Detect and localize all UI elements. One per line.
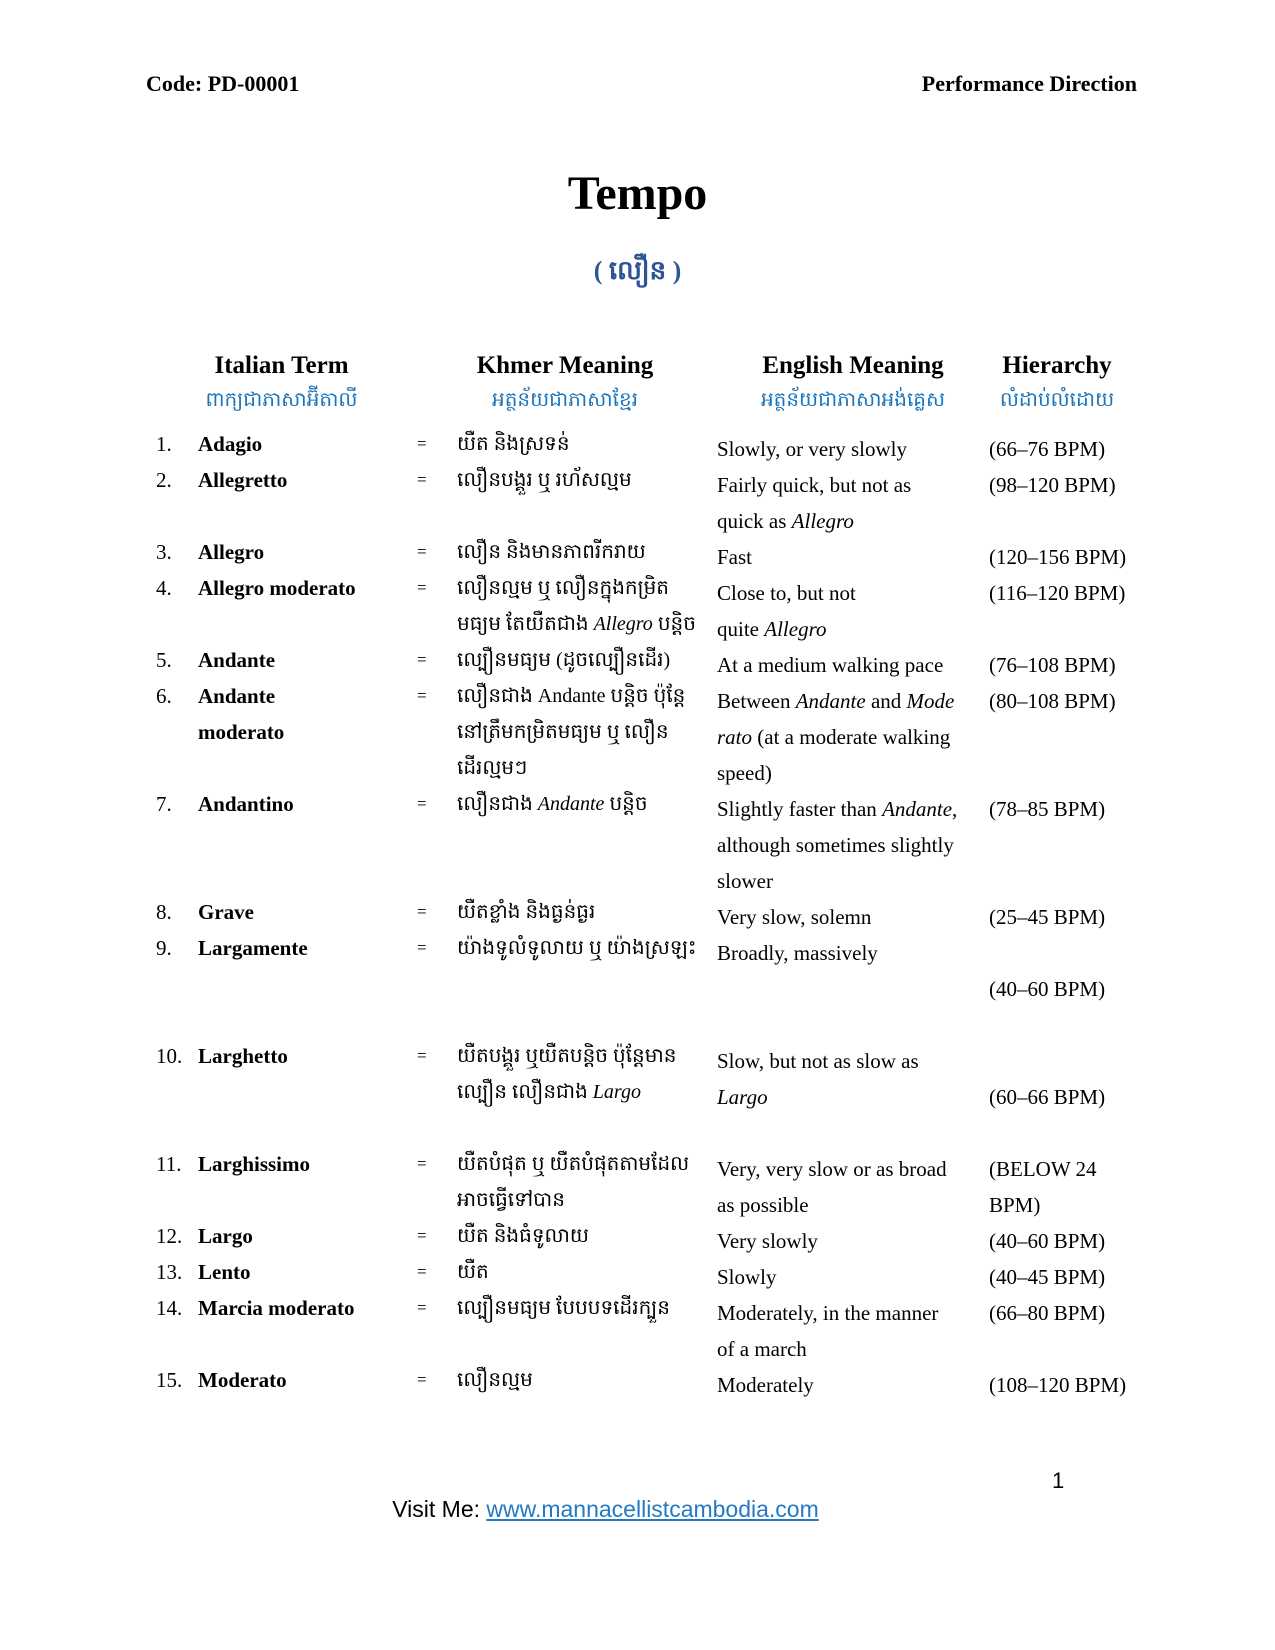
khmer-meaning-line: ល្បឿនមធ្យម បែបបទដើរក្បួន (457, 1297, 670, 1319)
equals-sign-line: = (417, 1262, 427, 1281)
row-number (150, 1254, 198, 1290)
row-number-line: 3. (156, 540, 172, 564)
khmer-meaning-line: លឿនល្មម ឬ លឿនក្នុងកម្រិត (457, 577, 669, 599)
row-number (150, 678, 198, 714)
table-row (150, 930, 1125, 1038)
equals-sign-line: = (417, 686, 427, 705)
english-meaning-line: At a medium walking pace (717, 653, 944, 677)
italian-term-line: Allegro (198, 540, 265, 564)
khmer-meaning-line: នៅត្រឹមកម្រិតមធ្យម ឬ លឿន (457, 721, 669, 743)
row-number (150, 642, 198, 678)
bpm-range-line: (60–66 BPM) (989, 1085, 1106, 1109)
khmer-meaning-line: យឺតបំផុត ឬ យឺតបំផុតតាមដែល (457, 1153, 690, 1175)
english-meaning-line: Slightly faster than Andante, (717, 797, 958, 821)
bpm-range (989, 575, 1125, 611)
bpm-range-line (989, 1043, 1125, 1079)
bpm-range (989, 1295, 1125, 1331)
page-subtitle-khmer: ( លឿន ) (593, 256, 682, 285)
english-meaning (717, 1259, 989, 1295)
english-meaning-line: Fast (717, 545, 753, 569)
english-meaning (717, 647, 989, 683)
khmer-meaning-line: ដើរល្មមៗ (457, 757, 528, 779)
column-header (150, 350, 413, 418)
tempo-table (150, 350, 1125, 1398)
row-number (150, 894, 198, 930)
column-header (717, 350, 989, 418)
english-meaning (717, 899, 989, 935)
bpm-range-line: (76–108 BPM) (989, 653, 1116, 677)
bpm-range-line: (66–80 BPM) (989, 1301, 1106, 1325)
row-number (150, 1290, 198, 1326)
page-number: 1 (1052, 1468, 1065, 1493)
row-number-line: 11. (156, 1152, 182, 1176)
row-number (150, 1362, 198, 1398)
row-number-line: 8. (156, 900, 172, 924)
bpm-range-line (989, 1007, 1125, 1043)
english-meaning-line: quick as Allegro (717, 509, 854, 533)
column-header (989, 350, 1125, 418)
equals-sign (413, 1218, 445, 1254)
equals-sign-line: = (417, 1298, 427, 1317)
khmer-meaning-line: យឺត និងធំទូលាយ (457, 1225, 589, 1247)
english-meaning-line: Between Andante and Mode (717, 689, 955, 713)
bpm-range-line: (108–120 BPM) (989, 1373, 1127, 1397)
bpm-range-line: (116–120 BPM) (989, 581, 1126, 605)
italian-term-line: Largo (198, 1224, 253, 1248)
english-meaning (717, 1151, 989, 1223)
khmer-meaning-line: អាចធ្វើទៅបាន (457, 1189, 565, 1211)
khmer-meaning-line: លឿន និងមានភាពរីករាយ (457, 541, 646, 563)
bpm-range (989, 683, 1125, 719)
bpm-range (989, 1259, 1125, 1295)
italian-term-line: Andantino (198, 792, 294, 816)
english-meaning (717, 1295, 989, 1367)
row-number (150, 786, 198, 822)
equals-sign (413, 462, 445, 498)
english-meaning (717, 575, 989, 647)
table-row (150, 1038, 1125, 1146)
english-meaning-line: slower (717, 869, 773, 893)
bpm-range (989, 1223, 1125, 1259)
equals-sign-line: = (417, 578, 427, 597)
english-meaning-line: Broadly, massively (717, 941, 878, 965)
equals-sign (413, 570, 445, 606)
bpm-range-line: BPM) (989, 1193, 1041, 1217)
equals-sign (413, 1290, 445, 1326)
bpm-range-line: (BELOW 24 (989, 1157, 1097, 1181)
row-number-line: 10. (156, 1044, 183, 1068)
row-number-line: 2. (156, 468, 172, 492)
column-header-english: Italian Term (214, 352, 349, 379)
equals-sign-line: = (417, 1046, 427, 1065)
italian-term (198, 1362, 413, 1398)
khmer-meaning (445, 678, 717, 786)
italian-term-line: moderato (198, 720, 285, 744)
bpm-range (989, 647, 1125, 683)
bpm-range (989, 1043, 1125, 1151)
khmer-meaning-line: ល្បឿន លឿនជាង Largo (457, 1081, 641, 1103)
khmer-meaning (445, 1218, 717, 1254)
khmer-meaning-line: លឿនជាង Andante បន្តិច (457, 793, 648, 815)
english-meaning (717, 539, 989, 575)
khmer-meaning (445, 426, 717, 462)
khmer-meaning-line: លឿនបង្គួរ ឬ រហ័សល្មម (457, 469, 632, 491)
english-meaning-line: Largo (717, 1085, 768, 1109)
table-row (150, 534, 1125, 570)
italian-term (198, 642, 413, 678)
equals-sign-line: = (417, 650, 427, 669)
english-meaning-line: rato (at a moderate walking (717, 725, 951, 749)
column-header-english: Hierarchy (1002, 352, 1112, 379)
equals-sign (413, 1146, 445, 1182)
english-meaning-line: Moderately, in the manner (717, 1301, 939, 1325)
bpm-range-line: (25–45 BPM) (989, 905, 1106, 929)
equals-sign-line: = (417, 794, 427, 813)
italian-term-line: Grave (198, 900, 254, 924)
equals-sign (413, 534, 445, 570)
row-number-line: 13. (156, 1260, 183, 1284)
bpm-range (989, 1151, 1125, 1223)
row-number-line: 6. (156, 684, 172, 708)
english-meaning (717, 1043, 989, 1115)
row-number-line: 5. (156, 648, 172, 672)
italian-term-line: Allegretto (198, 468, 288, 492)
table-header-row (150, 350, 1125, 418)
khmer-meaning-line: យឺតបង្គួរ ឬយឺតបន្តិច ប៉ុន្តែមាន (457, 1045, 677, 1067)
row-number-line: 14. (156, 1296, 183, 1320)
english-meaning-line: Slowly (717, 1265, 777, 1289)
bpm-range-line: (120–156 BPM) (989, 545, 1127, 569)
row-number-line: 7. (156, 792, 172, 816)
row-number (150, 930, 198, 966)
khmer-meaning-line: លឿនជាង Andante បន្តិច ប៉ុន្តែ (457, 685, 686, 707)
equals-sign (413, 930, 445, 966)
equals-sign-line: = (417, 938, 427, 957)
bpm-range-line: (98–120 BPM) (989, 473, 1116, 497)
equals-sign-line: = (417, 470, 427, 489)
row-number-line: 12. (156, 1224, 183, 1248)
equals-sign (413, 1362, 445, 1398)
equals-sign (413, 1254, 445, 1290)
bpm-range-line (989, 935, 1125, 971)
table-row (150, 678, 1125, 786)
column-header (413, 350, 717, 418)
english-meaning (717, 467, 989, 539)
english-meaning (717, 683, 989, 791)
table-row (150, 894, 1125, 930)
bpm-range (989, 431, 1125, 467)
bpm-range (989, 899, 1125, 935)
column-header-khmer: លំដាប់លំដោយ (999, 389, 1115, 411)
khmer-meaning (445, 786, 717, 822)
website-link[interactable]: www.mannacellistcambodia.com (486, 1496, 819, 1522)
khmer-meaning (445, 1038, 717, 1110)
english-meaning-line: Very slow, solemn (717, 905, 872, 929)
column-header-english: English Meaning (762, 352, 944, 379)
italian-term (198, 930, 413, 966)
row-number-line: 15. (156, 1368, 183, 1392)
equals-sign (413, 786, 445, 822)
equals-sign-line: = (417, 1154, 427, 1173)
english-meaning-line: Slow, but not as slow as (717, 1049, 919, 1073)
row-number (150, 462, 198, 498)
english-meaning-line: Very, very slow or as broad (717, 1157, 947, 1181)
italian-term-line: Larghetto (198, 1044, 288, 1068)
khmer-meaning-line: យឺត (457, 1261, 489, 1283)
equals-sign-line: = (417, 902, 427, 921)
running-header (146, 70, 1137, 98)
bpm-range-line: (80–108 BPM) (989, 689, 1116, 713)
table-row (150, 462, 1125, 534)
bpm-range-line: (40–60 BPM) (989, 1229, 1106, 1253)
table-row (150, 1146, 1125, 1218)
bpm-range (989, 791, 1125, 827)
italian-term (198, 462, 413, 498)
bpm-range (989, 539, 1125, 575)
italian-term (198, 1218, 413, 1254)
italian-term (198, 534, 413, 570)
column-header-khmer: ពាក្យជាភាសាអ៊ីតាលី (205, 389, 358, 411)
bpm-range (989, 935, 1125, 1043)
english-meaning (717, 791, 989, 899)
italian-term-line: Larghissimo (198, 1152, 311, 1176)
row-number (150, 426, 198, 462)
visit-me-label: Visit Me: (392, 1496, 481, 1522)
table-row (150, 786, 1125, 894)
english-meaning (717, 935, 989, 971)
italian-term (198, 1290, 413, 1326)
italian-term-line: Andante (198, 648, 276, 672)
english-meaning-line: although sometimes slightly (717, 833, 954, 857)
khmer-meaning (445, 894, 717, 930)
khmer-meaning (445, 1362, 717, 1398)
equals-sign-line: = (417, 542, 427, 561)
italian-term-line: Largamente (198, 936, 308, 960)
table-body (150, 426, 1125, 1398)
column-header-khmer: អត្ថន័យជាភាសាអង់គ្លេស (760, 389, 946, 411)
italian-term (198, 570, 413, 606)
equals-sign (413, 642, 445, 678)
bpm-range (989, 467, 1125, 503)
doc-type-label: Performance Direction (921, 71, 1137, 96)
row-number-line: 9. (156, 936, 172, 960)
italian-term (198, 1038, 413, 1074)
italian-term-line: Allegro moderato (198, 576, 356, 600)
khmer-meaning (445, 462, 717, 498)
bpm-range-line: (78–85 BPM) (989, 797, 1106, 821)
bpm-range (989, 1367, 1125, 1403)
equals-sign-line: = (417, 1370, 427, 1389)
khmer-meaning (445, 1290, 717, 1326)
english-meaning-line: quite Allegro (717, 617, 827, 641)
page-title: Tempo (567, 167, 708, 220)
khmer-meaning (445, 930, 717, 966)
table-row (150, 1254, 1125, 1290)
khmer-meaning (445, 534, 717, 570)
english-meaning (717, 1223, 989, 1259)
khmer-meaning-line: លឿនល្មម (457, 1369, 533, 1391)
english-meaning (717, 1367, 989, 1403)
page-footer (0, 1496, 1211, 1523)
italian-term (198, 678, 413, 750)
table-row (150, 1290, 1125, 1362)
khmer-meaning-line: មធ្យម តែយឺតជាង Allegro បន្តិច (457, 613, 696, 635)
italian-term (198, 1254, 413, 1290)
column-header-khmer: អត្ថន័យជាភាសាខ្មែរ (492, 389, 638, 411)
english-meaning-line: of a march (717, 1337, 807, 1361)
khmer-meaning-line: យ៉ាងទូលំទូលាយ ឬ យ៉ាងស្រឡះ (457, 937, 697, 959)
equals-sign (413, 678, 445, 714)
italian-term-line: Moderato (198, 1368, 287, 1392)
english-meaning (717, 431, 989, 467)
row-number (150, 1218, 198, 1254)
table-row (150, 1362, 1125, 1398)
english-meaning-line: speed) (717, 761, 772, 785)
italian-term-line: Marcia moderato (198, 1296, 355, 1320)
table-row (150, 570, 1125, 642)
row-number (150, 570, 198, 606)
bpm-range-line: (40–45 BPM) (989, 1265, 1106, 1289)
equals-sign-line: = (417, 434, 427, 453)
row-number (150, 534, 198, 570)
khmer-meaning (445, 1254, 717, 1290)
italian-term (198, 1146, 413, 1182)
english-meaning-line: Moderately (717, 1373, 814, 1397)
row-number (150, 1038, 198, 1074)
bpm-range-line (989, 1115, 1125, 1151)
english-meaning-line: Close to, but not (717, 581, 856, 605)
english-meaning-line: Very slowly (717, 1229, 818, 1253)
italian-term (198, 786, 413, 822)
english-meaning-line: Slowly, or very slowly (717, 437, 907, 461)
table-row (150, 426, 1125, 462)
khmer-meaning (445, 642, 717, 678)
row-number (150, 1146, 198, 1182)
equals-sign (413, 1038, 445, 1074)
table-row (150, 1218, 1125, 1254)
khmer-meaning-line: ល្បឿនមធ្យម (ដូចល្បឿនដើរ) (457, 649, 671, 671)
italian-term (198, 426, 413, 462)
italian-term (198, 894, 413, 930)
bpm-range-line: (40–60 BPM) (989, 977, 1106, 1001)
row-number-line: 4. (156, 576, 172, 600)
italian-term-line: Lento (198, 1260, 251, 1284)
column-header-english: Khmer Meaning (476, 352, 654, 379)
row-number-line: 1. (156, 432, 172, 456)
italian-term-line: Adagio (198, 432, 263, 456)
table-row (150, 642, 1125, 678)
equals-sign-line: = (417, 1226, 427, 1245)
italian-term-line: Andante (198, 684, 276, 708)
khmer-meaning (445, 1146, 717, 1218)
equals-sign (413, 894, 445, 930)
khmer-meaning-line: យឺត និងស្រទន់ (457, 433, 570, 455)
english-meaning-line: Fairly quick, but not as (717, 473, 912, 497)
khmer-meaning-line: យឺតខ្លាំង និងធ្ងន់ធ្ងរ (457, 901, 596, 923)
bpm-range-line: (66–76 BPM) (989, 437, 1106, 461)
doc-code: Code: PD-00001 (146, 71, 300, 96)
equals-sign (413, 426, 445, 462)
english-meaning-line: as possible (717, 1193, 809, 1217)
khmer-meaning (445, 570, 717, 642)
